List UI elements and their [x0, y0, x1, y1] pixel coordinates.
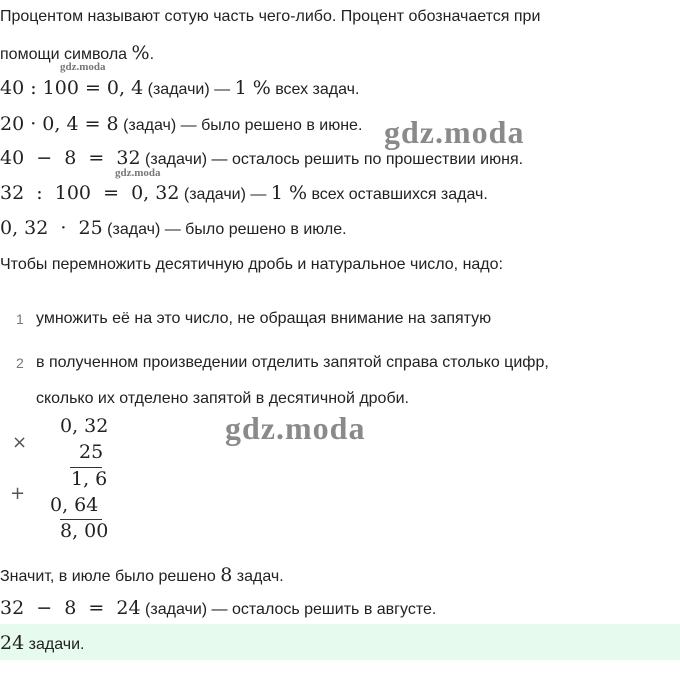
step-math: 40 − 8 = 32 — [0, 147, 141, 169]
step-text: (задачи) — — [143, 81, 235, 98]
intro-line-1 — [0, 6, 540, 28]
step-3 — [0, 147, 523, 171]
factor-a: 0, 32 — [60, 415, 109, 437]
step-1 — [0, 77, 359, 101]
watermark-small-2: gdz.moda — [115, 167, 161, 179]
intro-text-2: помощи символа — [0, 46, 128, 63]
answer-math: 24 — [0, 632, 25, 654]
factor-b: 25 — [79, 441, 104, 463]
watermark-big: gdz.moda — [384, 114, 525, 150]
step-4 — [0, 182, 488, 206]
step-text-2: всех задач. — [270, 81, 360, 98]
partial-2: 0, 64 — [50, 494, 99, 516]
list-number: 1 — [16, 311, 24, 327]
percent-symbol: % — [131, 42, 150, 64]
step-2 — [0, 113, 362, 137]
step-math: 20 · 0, 4 = 8 — [0, 113, 119, 135]
times-sign: × — [12, 432, 28, 453]
step-math: 32 : 100 = 0, 32 — [0, 182, 180, 204]
watermark-big-2: gdz.moda — [225, 410, 366, 446]
rule-intro: Чтобы перемножить десятичную дробь и натуральное число, надо: — [0, 256, 503, 273]
list-item: умножить её на это число, не обращая внимание на запятую — [36, 310, 492, 327]
step-math: 32 − 8 = 24 — [0, 597, 141, 619]
intro-period: . — [149, 46, 155, 63]
step-text: (задач) — было решено в июне. — [118, 117, 363, 134]
list-item-continued: сколько их отделено запятой в десятичной дроби. — [36, 390, 409, 407]
plus-sign: + — [10, 483, 26, 504]
step-text: (задачи) — осталось решить по прошествии июня. — [140, 151, 524, 168]
step-text: (задач) — было решено в июле. — [102, 221, 347, 238]
step-text: (задачи) — осталось решить в августе. — [140, 601, 437, 618]
step-math: 40 : 100 = 0, 4 — [0, 77, 144, 99]
conclusion — [0, 564, 284, 588]
step-math-2: 1 % — [270, 182, 308, 204]
step-math: 0, 32 · 25 — [0, 217, 103, 239]
step-math-2: 1 % — [234, 77, 271, 99]
answer-box — [0, 624, 680, 660]
step-text-2: всех оставшихся задач. — [307, 186, 488, 203]
step-text: (задачи) — — [179, 186, 271, 203]
conclusion-text: Значит, в июле было решено — [0, 568, 221, 585]
intro-text: Процентом называют сотую часть чего-либо. Процент обозначается при — [0, 8, 541, 25]
answer — [0, 632, 84, 656]
conclusion-text-2: задач. — [232, 568, 284, 585]
final-step — [0, 597, 436, 621]
list-item: в полученном произведении отделить запятой справа столько цифр, — [36, 354, 549, 371]
list-number: 2 — [16, 355, 24, 371]
watermark-small: gdz.moda — [60, 61, 106, 73]
conclusion-math: 8 — [220, 564, 233, 586]
partial-1: 1, 6 — [71, 468, 108, 490]
answer-text: задачи. — [24, 636, 85, 653]
step-5 — [0, 217, 347, 241]
product-result: 8, 00 — [60, 520, 109, 542]
